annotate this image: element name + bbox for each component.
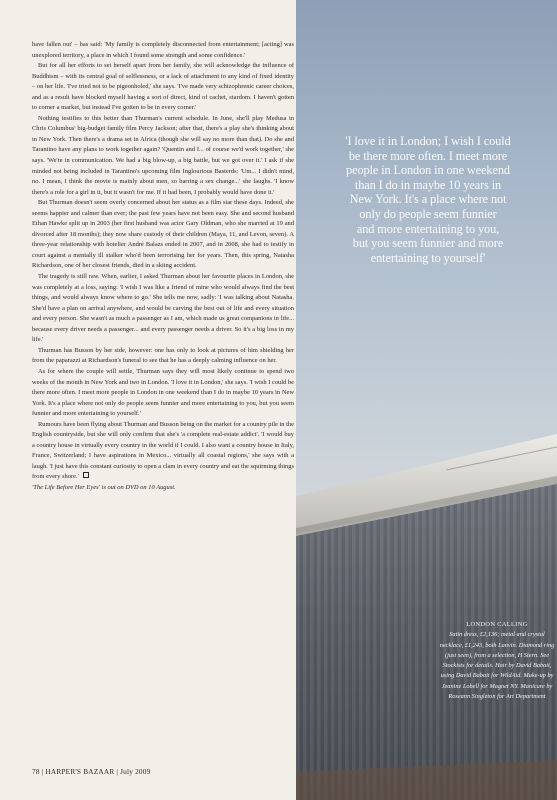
- article-paragraph: As for where the couple will settle, Thurman says they will most likely continue to spend two weeks of the month in New York and two in London. 'I love it in London,' she says. 'I wish I could be there more often. I meet more people in London in one weekend than I do in maybe 10 years in New York. It's a place where not only do people seem funnier and more entertaining to you, but you seem funnier and more entertaining to yourself.': [32, 367, 294, 418]
- article-paragraph: Nothing testifies to this better than Thurman's current schedule. In June, she'll play Medusa in Chris Columbus' big-budget family film Percy Jackson; after that, there's a play she's thinking about in New York. Then there's a drama set in Africa (though she will say no more than that). Do she and Tarantino have any plans to work together again? 'Quentin and I... of course we'd work together,' she says. 'We're in communication. We had a big blow-up, a big battle, but we got over it.' I ask if she minded not being included in Tarantino's upcoming film Inglourious Basterds: 'Um... I didn't mind, no. I mean, I think the movie is mainly about men, so barring a sex change...' she laughs. 'I know there's a role for a girl in it, but it wasn't for me. If it had been, I probably would have done it.': [32, 114, 294, 196]
- pull-quote-line: be there more often. I meet more: [348, 148, 508, 163]
- article-paragraph: Thurman has Busson by her side, however: one has only to look at pictures of him shielding her from the paparazzi at Richardson's funeral to see that he has a deeply calming influence on her.: [32, 346, 294, 365]
- pull-quote: [306, 134, 550, 265]
- pull-quote-line: only do people seem funnier: [359, 206, 497, 221]
- pull-quote-line: than I do in maybe 10 years in: [354, 177, 502, 192]
- article-column: [32, 40, 294, 775]
- pull-quote-line: entertaining to yourself': [370, 250, 486, 265]
- pull-quote-line: New York. It's a place where not: [349, 192, 507, 207]
- caption-body: Satin dress, £2,136; metal and crystal necklace, £1,243, both Lanvin. Diamond ring (just seen), from a selection, H Stern. See Stockists for details. Hair by David Babaii, using David Babaii for WildAid. Make-up by Jeanine Lobell for Magnet NY. Manicure by Roseann Singleton for Art Department: [439, 631, 555, 701]
- article-paragraph: But for all her efforts to set herself apart from her family, she will acknowledge the influence of Buddhism – with its central goal of selflessness, or a lack of attachment to any kind of fixed identity – on her life. 'I've tried not to be pigeonholed,' she says. 'I've made very schizophrenic career choices, and as a result have blocked myself having a sort of direct, kind of cachet, stardom. I haven't gotten to corner a market, but instead I've gotten to be in every corner.': [32, 62, 294, 112]
- end-mark-icon: [83, 472, 89, 478]
- pull-quote-line: 'I love it in London; I wish I could: [345, 134, 511, 148]
- photo-caption: [439, 620, 555, 702]
- article-paragraph-text: Rumours have been flying about Thurman and Busson being on the market for a country pile in the English countryside, but she will only confirm that she's 'a complete real-estate addict'. 'I would buy a country house in virtually every country in the world if I could. I also want a country house in Italy, France, Switzerland; I have aspirations in Mexico... virtually all coastal regions,' she says with a laugh. 'I just have this constant curiosity to open a clam in every country and eat the squirming things from every shore.': [32, 420, 294, 481]
- article-paragraph: have fallen out' – has said: 'My family is completely disconnected from entertainment; [acting] was unexplored territory, a place in which I found some strength and some confidence.': [32, 41, 294, 59]
- page-footer: 78 | HARPER'S BAZAAR | July 2009: [32, 767, 151, 776]
- pull-quote-line: people in London in one weekend: [346, 163, 510, 178]
- pull-quote-line: but you seem funnier and more: [352, 236, 504, 251]
- dvd-note: 'The Life Before Her Eyes' is out on DVD on 10 August.: [32, 483, 176, 491]
- article-paragraph: The tragedy is still raw. When, earlier, I asked Thurman about her favourite places in London, she was completely at a loss, saying: 'I wish I was like a friend of mine who would always find the best things, and would always know where to go.' She tells me now, sadly: 'I was talking about Natasha. She'd have a plan on arrival anywhere, and would be carving the best out of life and every situation and every person. She wasn't as much a passenger as I am, which made us great companions in life... because every driver needs a passenger... and every passenger needs a driver. So it's a big loss in my life.': [32, 273, 294, 344]
- caption-heading: LONDON CALLING: [466, 621, 528, 628]
- pull-quote-line: and more entertaining to you,: [356, 221, 500, 236]
- article-paragraph: But Thurman doesn't seem overly concerned about her status as a film star these days. Indeed, she seems happier and calmer than ever; the past few years have not been easy. She and second husband Ethan Hawke split up in 2003 (her first husband was actor Gary Oldman, who she married at 19 and divorced after 18 months); they now share custody of their children (Maya, 11, and Levon, seven). A three-year relationship with hotelier André Balazs ended in 2007, and in 2008, she had to testify in court against a mentally ill stalker who'd been terrorising her for years. Then, this spring, Natasha Richardson, one of her closest friends, died in a skiing accident.: [32, 199, 294, 270]
- article-paragraph-last: [32, 420, 294, 483]
